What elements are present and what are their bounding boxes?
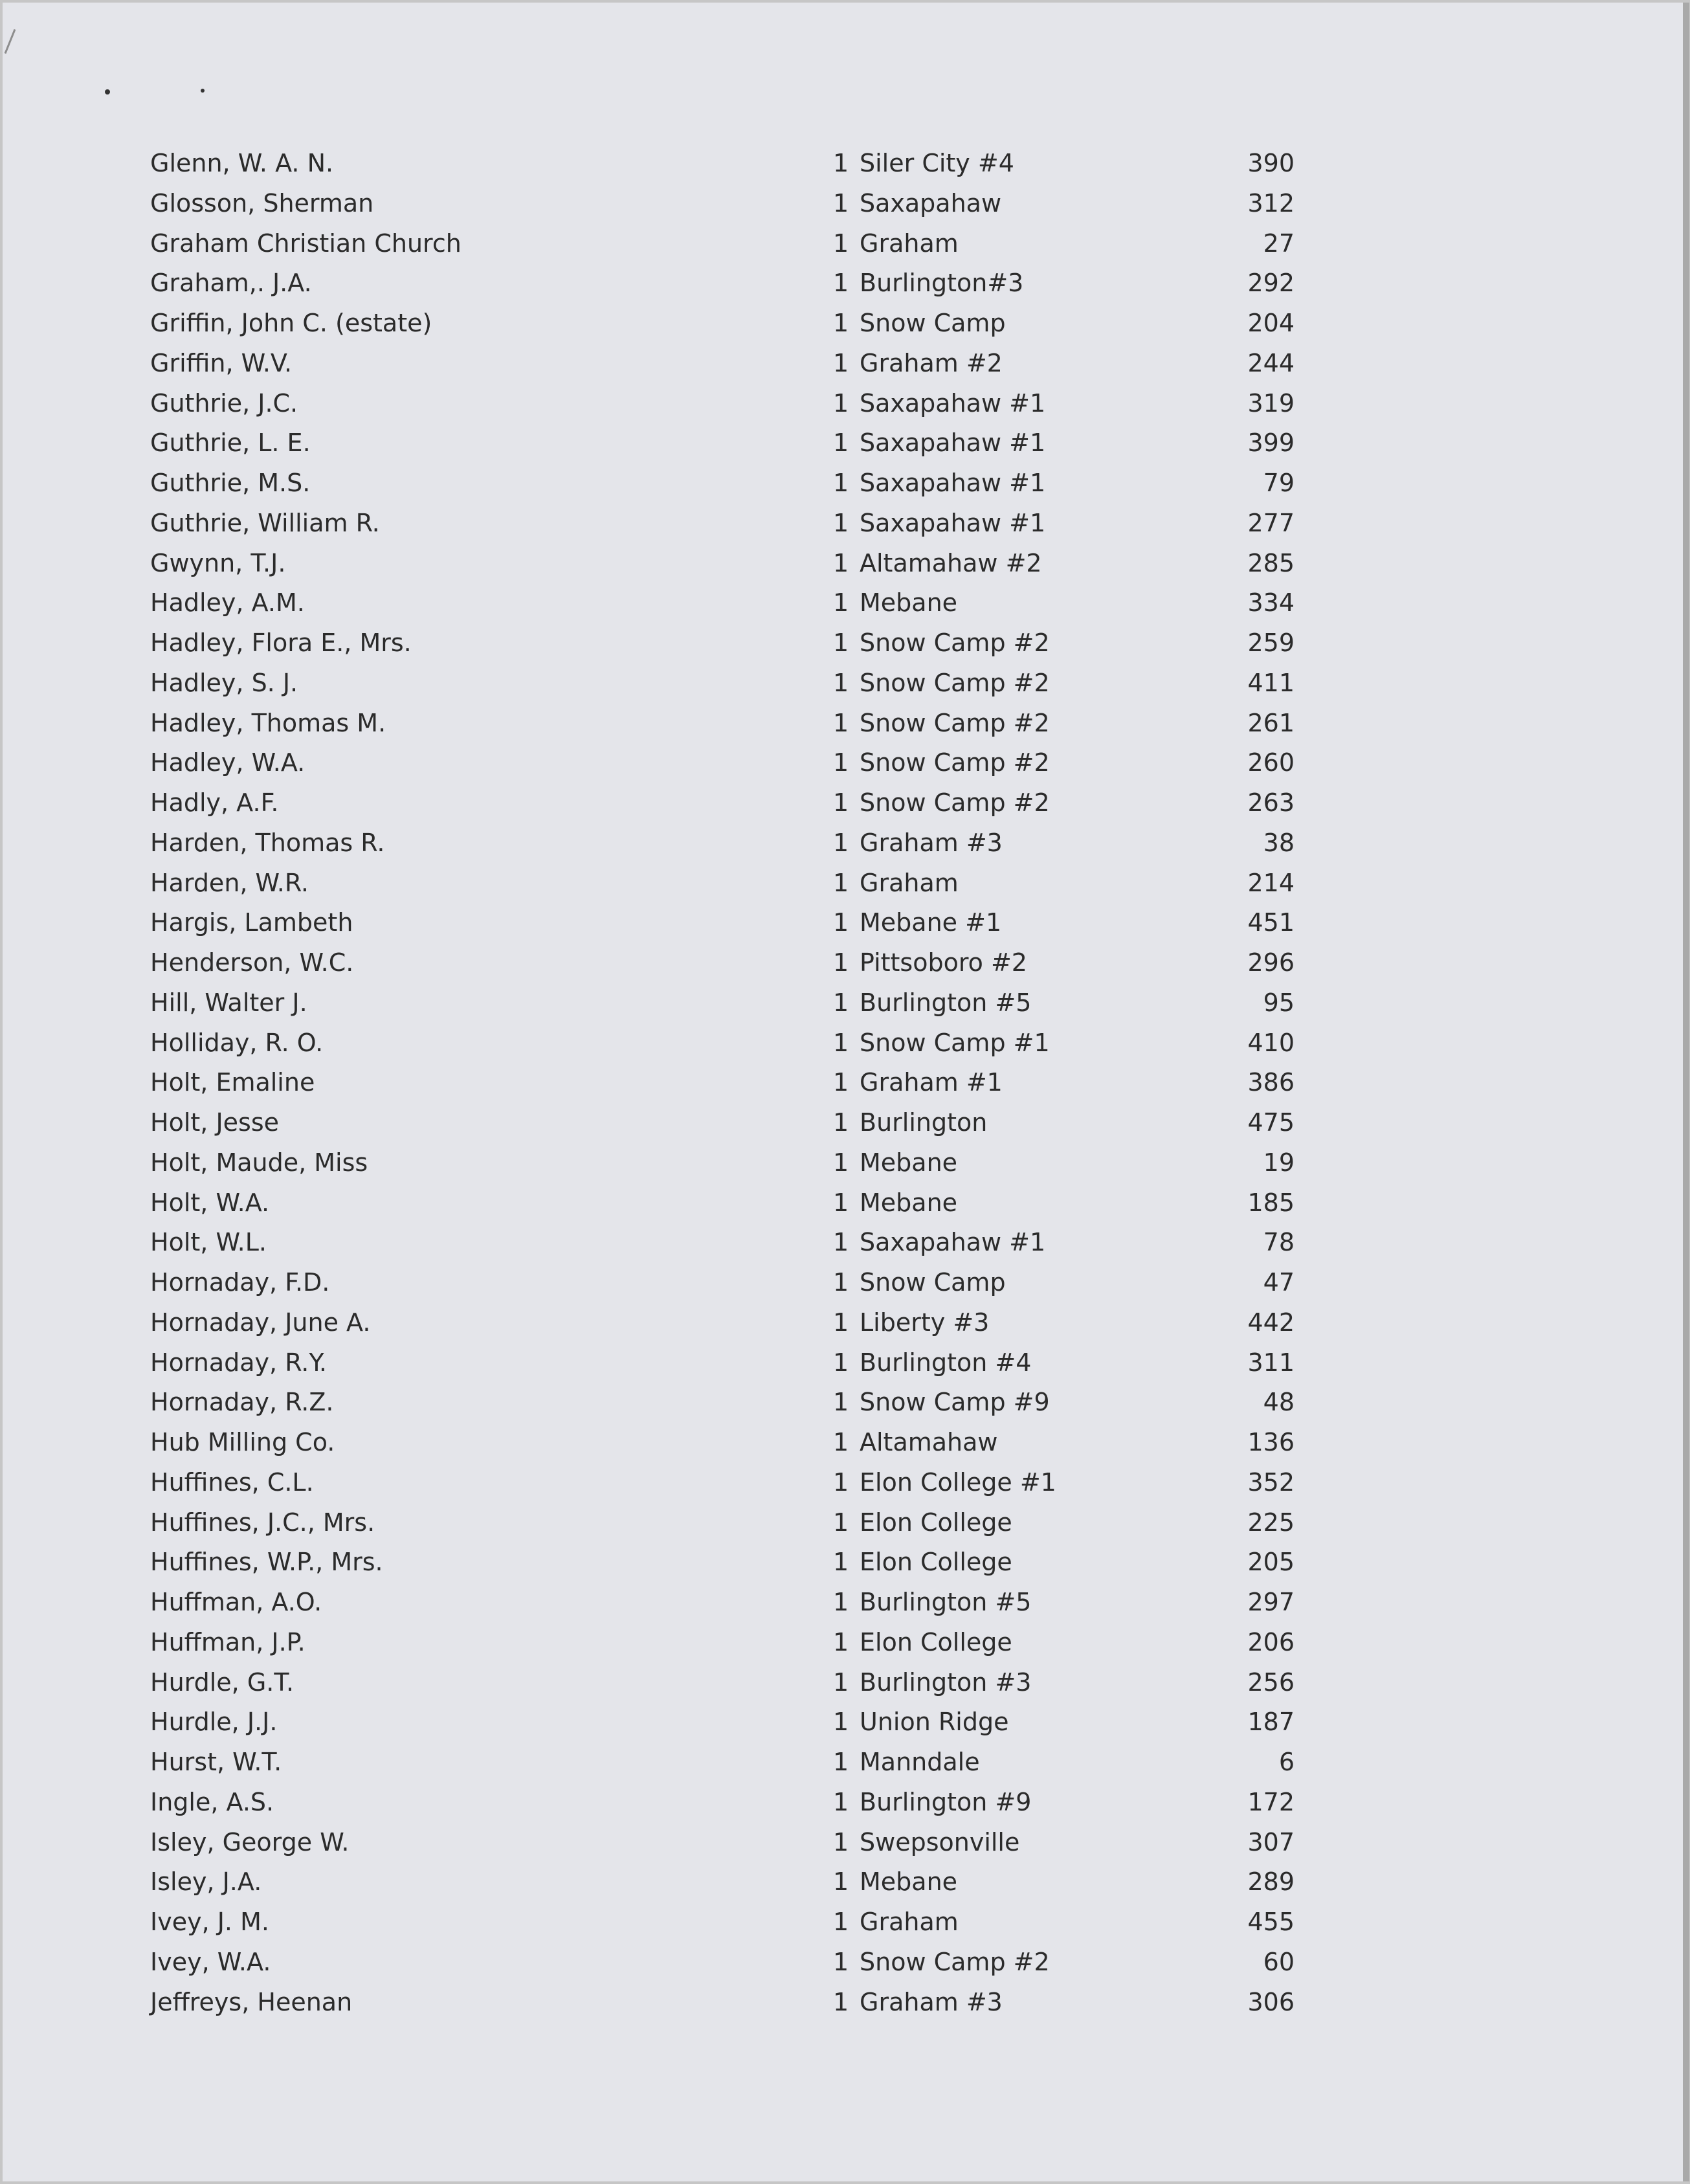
record-row <box>0 1702 1690 1743</box>
record-row <box>0 1943 1690 1983</box>
record-quantity: 1 <box>833 1627 849 1656</box>
record-row <box>0 1663 1690 1703</box>
record-row <box>0 1383 1690 1423</box>
ink-speck <box>201 89 205 93</box>
record-number: 79 <box>1263 469 1295 497</box>
record-location: Snow Camp #9 <box>860 1388 1050 1417</box>
record-location: Graham <box>860 868 959 897</box>
record-number: 204 <box>1247 309 1295 337</box>
record-location: Manndale <box>860 1748 980 1776</box>
corner-pencil-mark <box>5 29 16 54</box>
record-quantity: 1 <box>833 1308 849 1337</box>
record-row <box>0 823 1690 864</box>
record-number: 306 <box>1247 1987 1295 2016</box>
record-location: Liberty #3 <box>860 1308 990 1337</box>
record-quantity: 1 <box>833 1908 849 1936</box>
record-number: 206 <box>1247 1627 1295 1656</box>
record-quantity: 1 <box>833 668 849 697</box>
record-row <box>0 1543 1690 1583</box>
record-quantity: 1 <box>833 1548 849 1577</box>
record-row <box>0 1343 1690 1383</box>
record-location: Siler City #4 <box>860 149 1014 177</box>
record-location: Elon College #1 <box>860 1467 1056 1497</box>
record-number: 244 <box>1247 348 1295 377</box>
record-number: 390 <box>1247 149 1295 177</box>
record-quantity: 1 <box>833 1428 849 1456</box>
record-quantity: 1 <box>833 309 849 337</box>
record-quantity: 1 <box>833 149 849 177</box>
record-row <box>0 544 1690 584</box>
record-number: 455 <box>1247 1908 1295 1936</box>
record-name: Huffman, J.P. <box>150 1627 306 1656</box>
record-name: Hornaday, June A. <box>150 1308 371 1337</box>
record-name: Guthrie, M.S. <box>150 469 311 497</box>
record-row <box>0 344 1690 384</box>
record-quantity: 1 <box>833 348 849 377</box>
record-number: 411 <box>1247 668 1295 697</box>
record-number: 311 <box>1247 1348 1295 1377</box>
record-name: Hurdle, G.T. <box>150 1667 295 1697</box>
record-number: 256 <box>1247 1667 1295 1697</box>
record-number: 285 <box>1247 548 1295 577</box>
record-quantity: 1 <box>833 548 849 577</box>
record-name: Holt, W.A. <box>150 1188 270 1217</box>
record-number: 410 <box>1247 1028 1295 1057</box>
record-row <box>0 1783 1690 1823</box>
record-quantity: 1 <box>833 748 849 777</box>
record-location: Mebane <box>860 1188 958 1217</box>
record-row <box>0 1063 1690 1103</box>
record-row <box>0 663 1690 704</box>
record-row <box>0 704 1690 744</box>
record-number: 277 <box>1247 508 1295 537</box>
record-location: Snow Camp <box>860 1268 1006 1297</box>
record-row <box>0 903 1690 943</box>
record-quantity: 1 <box>833 1708 849 1737</box>
record-name: Jeffreys, Heenan <box>150 1987 353 2016</box>
record-location: Mebane <box>860 1867 958 1897</box>
record-quantity: 1 <box>833 588 849 618</box>
record-number: 136 <box>1247 1428 1295 1456</box>
record-name: Hub Milling Co. <box>150 1428 335 1456</box>
record-name: Hadley, W.A. <box>150 748 306 777</box>
record-row <box>0 304 1690 344</box>
record-quantity: 1 <box>833 708 849 737</box>
record-number: 48 <box>1263 1388 1295 1417</box>
record-name: Glenn, W. A. N. <box>150 149 334 177</box>
record-location: Burlington <box>860 1108 988 1137</box>
record-row <box>0 1183 1690 1223</box>
record-number: 60 <box>1263 1947 1295 1976</box>
record-row <box>0 1463 1690 1503</box>
record-name: Holt, Maude, Miss <box>150 1148 368 1177</box>
record-number: 19 <box>1263 1148 1295 1177</box>
record-location: Snow Camp #2 <box>860 1947 1050 1976</box>
record-row <box>0 1143 1690 1183</box>
record-name: Holt, Emaline <box>150 1068 315 1097</box>
record-quantity: 1 <box>833 1787 849 1816</box>
record-location: Elon College <box>860 1508 1012 1537</box>
record-location: Graham <box>860 228 959 258</box>
record-name: Griffin, W.V. <box>150 348 293 377</box>
record-row <box>0 184 1690 224</box>
record-name: Hargis, Lambeth <box>150 908 353 937</box>
record-quantity: 1 <box>833 1108 849 1137</box>
record-location: Saxapahaw #1 <box>860 469 1046 497</box>
record-location: Graham #2 <box>860 348 1003 377</box>
record-row <box>0 1743 1690 1783</box>
record-number: 312 <box>1247 188 1295 217</box>
record-name: Guthrie, William R. <box>150 508 380 537</box>
record-quantity: 1 <box>833 1467 849 1497</box>
record-row <box>0 783 1690 823</box>
record-location: Saxapahaw #1 <box>860 508 1046 537</box>
record-row <box>0 1862 1690 1902</box>
record-number: 78 <box>1263 1228 1295 1257</box>
record-name: Ingle, A.S. <box>150 1787 274 1816</box>
record-quantity: 1 <box>833 1228 849 1257</box>
record-location: Elon College <box>860 1548 1012 1577</box>
record-location: Graham #1 <box>860 1068 1003 1097</box>
record-quantity: 1 <box>833 1188 849 1217</box>
record-name: Guthrie, J.C. <box>150 388 298 418</box>
record-row <box>0 1902 1690 1943</box>
record-location: Saxapahaw #1 <box>860 1228 1046 1257</box>
record-location: Mebane <box>860 588 958 618</box>
record-row <box>0 1583 1690 1623</box>
record-list <box>0 144 1690 2022</box>
record-location: Burlington #9 <box>860 1787 1032 1816</box>
record-name: Hornaday, R.Z. <box>150 1388 334 1417</box>
record-row <box>0 623 1690 663</box>
record-row <box>0 1423 1690 1463</box>
record-location: Union Ridge <box>860 1708 1009 1737</box>
record-number: 386 <box>1247 1068 1295 1097</box>
record-row <box>0 1983 1690 2023</box>
record-quantity: 1 <box>833 1947 849 1976</box>
record-row <box>0 1503 1690 1543</box>
ink-speck <box>105 89 110 95</box>
record-row <box>0 1623 1690 1663</box>
record-name: Huffines, W.P., Mrs. <box>150 1548 383 1577</box>
record-name: Guthrie, L. E. <box>150 429 311 458</box>
record-quantity: 1 <box>833 1388 849 1417</box>
record-number: 47 <box>1263 1268 1295 1297</box>
record-location: Burlington #5 <box>860 988 1032 1017</box>
record-number: 172 <box>1247 1787 1295 1816</box>
record-number: 214 <box>1247 868 1295 897</box>
record-name: Holliday, R. O. <box>150 1028 324 1057</box>
record-name: Harden, Thomas R. <box>150 828 385 857</box>
record-number: 27 <box>1263 228 1295 258</box>
record-row <box>0 224 1690 264</box>
record-location: Graham #3 <box>860 828 1003 857</box>
record-name: Gwynn, T.J. <box>150 548 286 577</box>
record-name: Holt, Jesse <box>150 1108 279 1137</box>
record-location: Saxapahaw #1 <box>860 388 1046 418</box>
record-location: Burlington #5 <box>860 1588 1032 1616</box>
record-row <box>0 1103 1690 1143</box>
record-location: Snow Camp #2 <box>860 708 1050 737</box>
record-number: 319 <box>1247 388 1295 418</box>
record-quantity: 1 <box>833 1508 849 1537</box>
record-quantity: 1 <box>833 788 849 817</box>
record-location: Elon College <box>860 1627 1012 1656</box>
record-quantity: 1 <box>833 269 849 298</box>
record-location: Snow Camp #1 <box>860 1028 1050 1057</box>
record-location: Snow Camp #2 <box>860 668 1050 697</box>
record-quantity: 1 <box>833 1148 849 1177</box>
record-location: Graham <box>860 1908 959 1936</box>
record-location: Burlington#3 <box>860 269 1024 298</box>
record-number: 261 <box>1247 708 1295 737</box>
record-number: 307 <box>1247 1827 1295 1856</box>
record-row <box>0 983 1690 1023</box>
record-number: 442 <box>1247 1308 1295 1337</box>
record-row <box>0 1263 1690 1303</box>
record-quantity: 1 <box>833 868 849 897</box>
record-row <box>0 263 1690 304</box>
record-location: Altamahaw <box>860 1428 998 1456</box>
record-row <box>0 1023 1690 1064</box>
record-name: Glosson, Sherman <box>150 188 374 217</box>
record-location: Saxapahaw #1 <box>860 429 1046 458</box>
record-row <box>0 504 1690 544</box>
record-number: 95 <box>1263 988 1295 1017</box>
record-number: 297 <box>1247 1588 1295 1616</box>
record-name: Huffman, A.O. <box>150 1588 322 1616</box>
record-row <box>0 943 1690 983</box>
record-name: Graham Christian Church <box>150 228 461 258</box>
record-location: Mebane <box>860 1148 958 1177</box>
record-location: Snow Camp #2 <box>860 748 1050 777</box>
record-row <box>0 384 1690 424</box>
record-name: Isley, George W. <box>150 1827 350 1856</box>
record-quantity: 1 <box>833 1987 849 2016</box>
record-quantity: 1 <box>833 1667 849 1697</box>
record-quantity: 1 <box>833 1268 849 1297</box>
record-row <box>0 1303 1690 1343</box>
record-quantity: 1 <box>833 508 849 537</box>
record-name: Holt, W.L. <box>150 1228 267 1257</box>
record-quantity: 1 <box>833 188 849 217</box>
record-number: 185 <box>1247 1188 1295 1217</box>
record-quantity: 1 <box>833 828 849 857</box>
record-quantity: 1 <box>833 1348 849 1377</box>
record-quantity: 1 <box>833 988 849 1017</box>
record-number: 260 <box>1247 748 1295 777</box>
record-name: Hadley, S. J. <box>150 668 298 697</box>
record-number: 352 <box>1247 1467 1295 1497</box>
record-name: Hadley, Flora E., Mrs. <box>150 629 412 657</box>
record-location: Saxapahaw <box>860 188 1002 217</box>
record-name: Isley, J.A. <box>150 1867 262 1897</box>
record-name: Henderson, W.C. <box>150 948 354 977</box>
record-location: Snow Camp #2 <box>860 629 1050 657</box>
record-number: 475 <box>1247 1108 1295 1137</box>
record-location: Burlington #4 <box>860 1348 1032 1377</box>
record-quantity: 1 <box>833 1867 849 1897</box>
record-row <box>0 864 1690 904</box>
record-row <box>0 463 1690 504</box>
record-quantity: 1 <box>833 1028 849 1057</box>
record-number: 289 <box>1247 1867 1295 1897</box>
record-location: Mebane #1 <box>860 908 1002 937</box>
record-name: Harden, W.R. <box>150 868 309 897</box>
record-row <box>0 1223 1690 1263</box>
record-name: Hornaday, R.Y. <box>150 1348 327 1377</box>
record-name: Griffin, John C. (estate) <box>150 309 432 337</box>
record-name: Ivey, W.A. <box>150 1947 271 1976</box>
record-number: 38 <box>1263 828 1295 857</box>
record-row <box>0 583 1690 623</box>
record-quantity: 1 <box>833 629 849 657</box>
record-number: 6 <box>1278 1748 1295 1776</box>
record-quantity: 1 <box>833 388 849 418</box>
record-quantity: 1 <box>833 1748 849 1776</box>
record-location: Burlington #3 <box>860 1667 1032 1697</box>
record-location: Pittsoboro #2 <box>860 948 1027 977</box>
record-row <box>0 423 1690 463</box>
record-name: Hurdle, J.J. <box>150 1708 278 1737</box>
record-name: Huffines, J.C., Mrs. <box>150 1508 375 1537</box>
record-quantity: 1 <box>833 948 849 977</box>
record-location: Swepsonville <box>860 1827 1020 1856</box>
record-number: 263 <box>1247 788 1295 817</box>
record-number: 292 <box>1247 269 1295 298</box>
record-location: Snow Camp <box>860 309 1006 337</box>
record-name: Hadley, A.M. <box>150 588 305 618</box>
record-number: 399 <box>1247 429 1295 458</box>
record-number: 451 <box>1247 908 1295 937</box>
record-number: 187 <box>1247 1708 1295 1737</box>
record-location: Graham #3 <box>860 1987 1003 2016</box>
record-row <box>0 144 1690 184</box>
record-quantity: 1 <box>833 429 849 458</box>
record-name: Hadley, Thomas M. <box>150 708 386 737</box>
record-quantity: 1 <box>833 1588 849 1616</box>
record-quantity: 1 <box>833 1068 849 1097</box>
record-name: Hill, Walter J. <box>150 988 307 1017</box>
record-location: Altamahaw #2 <box>860 548 1042 577</box>
record-number: 259 <box>1247 629 1295 657</box>
record-number: 225 <box>1247 1508 1295 1537</box>
record-number: 205 <box>1247 1548 1295 1577</box>
record-name: Hurst, W.T. <box>150 1748 282 1776</box>
record-number: 334 <box>1247 588 1295 618</box>
record-name: Hornaday, F.D. <box>150 1268 330 1297</box>
record-quantity: 1 <box>833 1827 849 1856</box>
record-number: 296 <box>1247 948 1295 977</box>
record-row <box>0 743 1690 783</box>
record-location: Snow Camp #2 <box>860 788 1050 817</box>
record-name: Ivey, J. M. <box>150 1908 269 1936</box>
record-quantity: 1 <box>833 908 849 937</box>
record-quantity: 1 <box>833 469 849 497</box>
record-row <box>0 1823 1690 1863</box>
record-name: Huffines, C.L. <box>150 1467 314 1497</box>
record-quantity: 1 <box>833 228 849 258</box>
record-name: Hadly, A.F. <box>150 788 279 817</box>
record-name: Graham,. J.A. <box>150 269 312 298</box>
